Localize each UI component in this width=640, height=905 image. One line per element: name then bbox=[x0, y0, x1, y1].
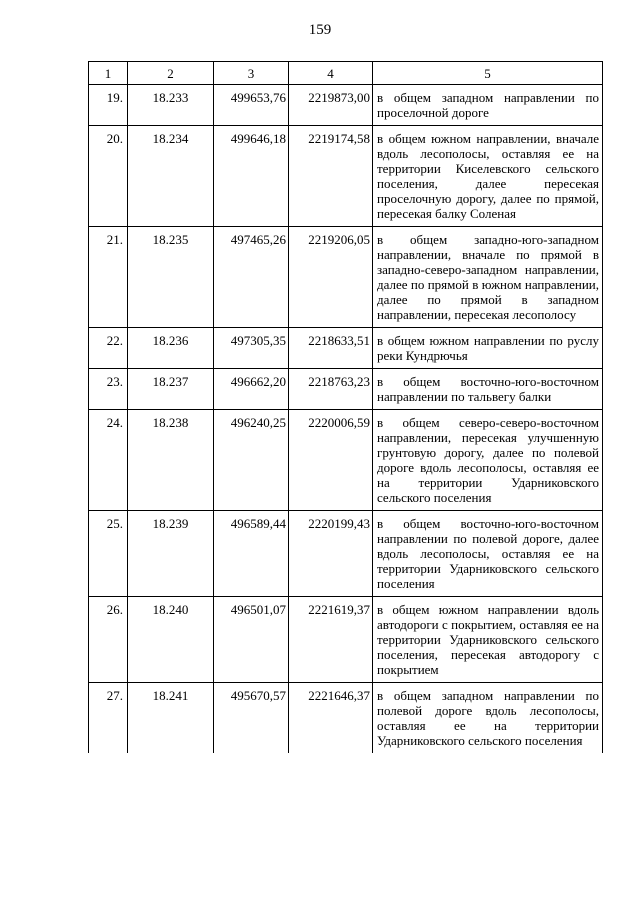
boundary-description: в общем восточно-юго-восточном направлении по тальвегу балки bbox=[373, 369, 603, 410]
row-number: 24. bbox=[89, 410, 128, 511]
point-id: 18.240 bbox=[128, 597, 214, 683]
table-row bbox=[89, 227, 603, 328]
coord-x: 496240,25 bbox=[214, 410, 289, 511]
table-row bbox=[89, 85, 603, 126]
column-header: 3 bbox=[214, 62, 289, 85]
coord-x: 496589,44 bbox=[214, 511, 289, 597]
coord-y: 2220199,43 bbox=[289, 511, 373, 597]
table-row bbox=[89, 597, 603, 683]
row-number: 26. bbox=[89, 597, 128, 683]
coord-x: 499646,18 bbox=[214, 126, 289, 227]
coord-x: 496662,20 bbox=[214, 369, 289, 410]
point-id: 18.236 bbox=[128, 328, 214, 369]
point-id: 18.233 bbox=[128, 85, 214, 126]
table-row bbox=[89, 683, 603, 754]
row-number: 19. bbox=[89, 85, 128, 126]
coord-y: 2218763,23 bbox=[289, 369, 373, 410]
column-header: 4 bbox=[289, 62, 373, 85]
boundary-description-table bbox=[88, 61, 603, 753]
coord-y: 2219174,58 bbox=[289, 126, 373, 227]
boundary-description: в общем северо-северо-восточном направлении, пересекая улучшенную грунтовую дорогу, далее по полевой дороге вдоль лесополосы, оставляя ее на территории Ударниковского сельского поселения bbox=[373, 410, 603, 511]
coord-y: 2221646,37 bbox=[289, 683, 373, 754]
coord-x: 499653,76 bbox=[214, 85, 289, 126]
table-row bbox=[89, 328, 603, 369]
point-id: 18.234 bbox=[128, 126, 214, 227]
boundary-description: в общем южном направлении по руслу реки Кундрючья bbox=[373, 328, 603, 369]
row-number: 23. bbox=[89, 369, 128, 410]
boundary-description: в общем западно-юго-западном направлении, вначале по прямой в западно-северо-западном направлении, далее по прямой в южном направлении, далее по прямой в западном направлении, пересекая лесополосу bbox=[373, 227, 603, 328]
boundary-description: в общем восточно-юго-восточном направлении по полевой дороге, далее вдоль лесополосы, оставляя ее на территории Ударниковского сельского поселения bbox=[373, 511, 603, 597]
coord-x: 497465,26 bbox=[214, 227, 289, 328]
table-row bbox=[89, 511, 603, 597]
table-row bbox=[89, 369, 603, 410]
row-number: 27. bbox=[89, 683, 128, 754]
coord-y: 2219206,05 bbox=[289, 227, 373, 328]
point-id: 18.241 bbox=[128, 683, 214, 754]
table-row bbox=[89, 410, 603, 511]
coord-y: 2219873,00 bbox=[289, 85, 373, 126]
column-header: 5 bbox=[373, 62, 603, 85]
row-number: 25. bbox=[89, 511, 128, 597]
coord-x: 495670,57 bbox=[214, 683, 289, 754]
point-id: 18.239 bbox=[128, 511, 214, 597]
coord-x: 496501,07 bbox=[214, 597, 289, 683]
coord-y: 2221619,37 bbox=[289, 597, 373, 683]
column-header: 2 bbox=[128, 62, 214, 85]
boundary-description: в общем западном направлении по полевой дороге вдоль лесополосы, оставляя ее на территории Ударниковского сельского поселения bbox=[373, 683, 603, 754]
row-number: 20. bbox=[89, 126, 128, 227]
boundary-description: в общем южном направлении, вначале вдоль лесополосы, оставляя ее на территории Киселевского сельского поселения, далее пересекая проселочную дорогу, далее по прямой, пересекая балку Соленая bbox=[373, 126, 603, 227]
coord-y: 2220006,59 bbox=[289, 410, 373, 511]
point-id: 18.237 bbox=[128, 369, 214, 410]
coord-x: 497305,35 bbox=[214, 328, 289, 369]
column-header: 1 bbox=[89, 62, 128, 85]
boundary-description: в общем западном направлении по проселочной дороге bbox=[373, 85, 603, 126]
table-header bbox=[89, 62, 603, 85]
row-number: 22. bbox=[89, 328, 128, 369]
coord-y: 2218633,51 bbox=[289, 328, 373, 369]
boundary-description: в общем южном направлении вдоль автодороги с покрытием, оставляя ее на территории Ударниковского сельского поселения, пересекая автодорогу с покрытием bbox=[373, 597, 603, 683]
point-id: 18.238 bbox=[128, 410, 214, 511]
row-number: 21. bbox=[89, 227, 128, 328]
table-row bbox=[89, 126, 603, 227]
page-number: 159 bbox=[308, 22, 332, 38]
point-id: 18.235 bbox=[128, 227, 214, 328]
header-row bbox=[89, 62, 603, 85]
